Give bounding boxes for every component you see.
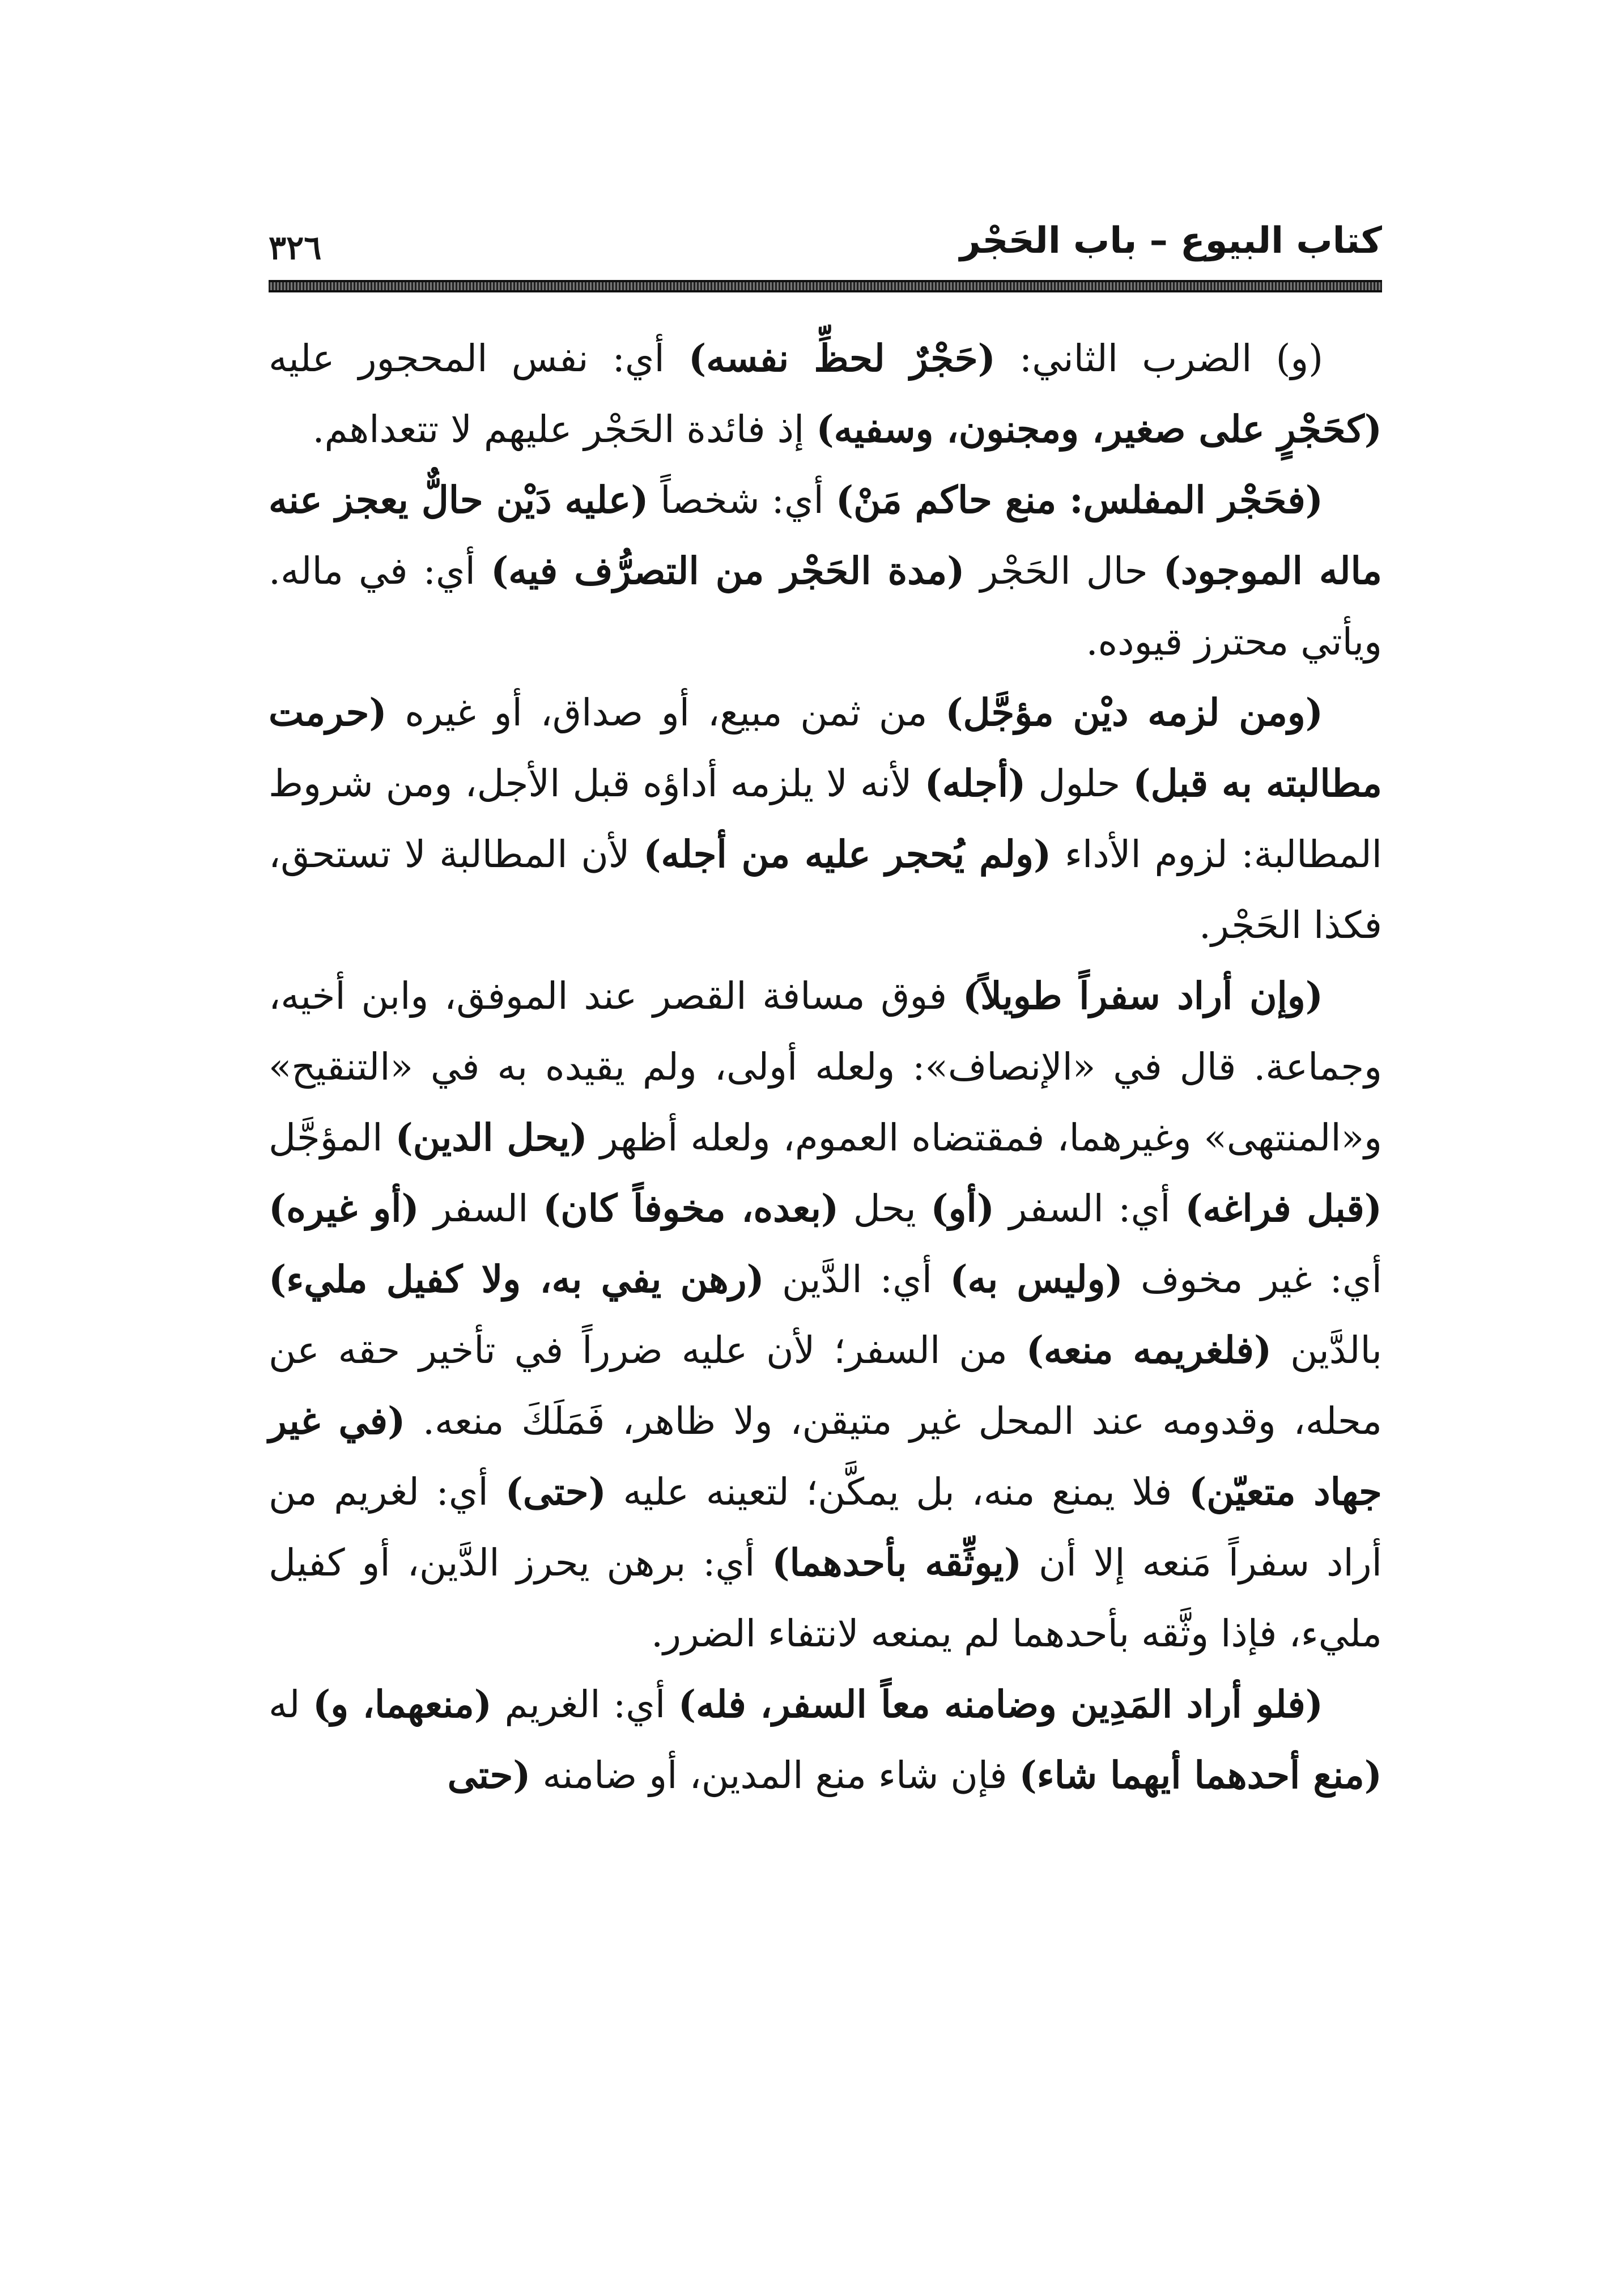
commentary-text: فإن شاء منع المدين، أو ضامنه	[530, 1753, 1019, 1797]
body-text	[269, 323, 1382, 1811]
matn-text: (منع أحدهما أيهما شاء)	[1019, 1753, 1382, 1797]
commentary-text: أي: شخصاً	[648, 478, 836, 522]
commentary-text: أي: لغريم من أراد سفراً مَنعه إلا أن	[269, 1470, 1382, 1585]
header-rule	[269, 280, 1382, 292]
commentary-text: لأن المطالبة لا تستحق، فكذا الحَجْر.	[269, 833, 1382, 947]
commentary-text: أي: الغريم	[492, 1683, 678, 1726]
commentary-text: له	[269, 1683, 313, 1726]
matn-text: (ولم يُحجر عليه من أجله)	[643, 832, 1052, 876]
matn-text: (فحَجْر المفلس: منع حاكم مَنْ)	[835, 478, 1323, 522]
matn-text: (في غير جهاد متعيّن)	[269, 1399, 1382, 1514]
matn-text: (حتى)	[505, 1470, 606, 1514]
matn-text: (عليه دَيْن حالٌّ يعجز عنه ماله الموجود)	[268, 478, 1383, 593]
commentary-text: أي: برهن يحرز الدَّين، أو كفيل مليء، فإذا وثَّقه بأحدهما لم يمنعه لانتفاء الضرر.	[269, 1541, 1382, 1655]
commentary-text: أي: السفر	[994, 1187, 1185, 1230]
page-number: ٣٢٦	[269, 228, 322, 267]
commentary-text: فوق مسافة القصر عند الموفق، وابن أخيه، وجماعة. قال في «الإنصاف»: ولعله أولى، ولم يقيده به في «التنقيح» و«المنتهى» وغيرهما، فمقتضاه العموم، ولعله أظهر	[269, 974, 1382, 1160]
matn-text: (كحَجْرٍ على صغير، ومجنون، وسفيه)	[816, 407, 1382, 451]
commentary-text: من السفر؛ لأن عليه ضرراً في تأخير حقه عن محله، وقدومه عند المحل غير متيقن، ولا ظاهر، فَمَلَكَ منعه.	[269, 1328, 1382, 1443]
matn-text: (أو غيره)	[269, 1186, 419, 1230]
paragraph	[269, 961, 1382, 1669]
page-header	[269, 215, 1382, 278]
commentary-text: من ثمن مبيع، أو صداق، أو غيره	[386, 691, 946, 734]
commentary-text: أي: الدَّين	[764, 1258, 950, 1301]
commentary-text: يحل	[839, 1187, 931, 1230]
commentary-text: أي: في ماله. ويأتي محترز قيوده.	[269, 549, 1382, 664]
matn-text: (ومن لزمه ديْن مؤجَّل)	[945, 690, 1323, 734]
matn-text: (حتى	[447, 1753, 531, 1797]
commentary-text: إذ فائدة الحَجْر عليهم لا تتعداهم.	[312, 407, 817, 451]
commentary-text: أي: غير مخوف	[1123, 1258, 1382, 1301]
matn-text: (مدة الحَجْر من التصرُّف فيه)	[491, 549, 965, 593]
matn-text: (حرمت مطالبته به قبل)	[269, 690, 1382, 805]
matn-text: (وليس به)	[950, 1257, 1123, 1301]
matn-text: (فلغريمه منعه)	[1026, 1328, 1272, 1372]
matn-text: (منعهما، و)	[313, 1682, 492, 1726]
paragraph	[269, 465, 1382, 677]
paragraph	[269, 323, 1382, 465]
matn-text: (أجله)	[924, 761, 1026, 805]
matn-text: (وإن أراد سفراً طويلاً)	[962, 974, 1323, 1018]
commentary-text: حلول	[1026, 762, 1133, 805]
matn-text: (يحل الدين)	[395, 1115, 588, 1160]
matn-text: (رهن يفي به، ولا كفيل مليء)	[269, 1257, 764, 1301]
matn-text: (حَجْرٌ لحظِّ نفسه)	[688, 336, 996, 380]
commentary-text: السفر	[419, 1187, 543, 1230]
commentary-text: لأنه لا يلزمه أداؤه قبل الأجل، ومن شروط المطالبة: لزوم الأداء	[269, 762, 1383, 876]
matn-text: (يوثِّقه بأحدهما)	[772, 1540, 1022, 1585]
commentary-text: أي: نفس المحجور عليه	[269, 337, 688, 380]
commentary-text: فلا يمنع منه، بل يمكَّن؛ لتعينه عليه	[606, 1470, 1189, 1514]
running-title: كتاب البيوع – باب الحَجْر	[959, 220, 1382, 262]
matn-text: (فلو أراد المَدِين وضامنه معاً السفر، فله)	[678, 1682, 1323, 1726]
paragraph	[269, 1669, 1382, 1811]
paragraph	[269, 677, 1382, 961]
commentary-text: بالدَّين	[1272, 1328, 1382, 1372]
commentary-text: المؤجَّل	[269, 1116, 396, 1160]
matn-text: (قبل فراغه)	[1185, 1186, 1382, 1230]
matn-text: (أو)	[930, 1186, 995, 1230]
commentary-text: (و) الضرب الثاني:	[995, 337, 1323, 380]
matn-text: (بعده، مخوفاً كان)	[543, 1186, 839, 1230]
commentary-text: حال الحَجْر	[964, 549, 1163, 593]
